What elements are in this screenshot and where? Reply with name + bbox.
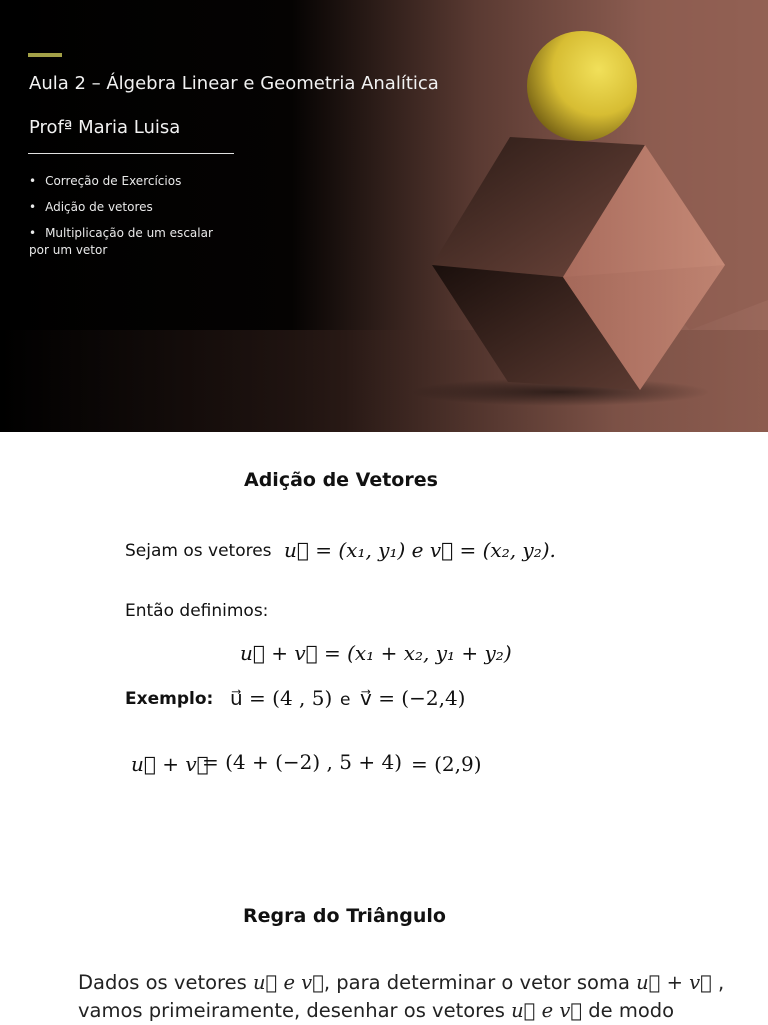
slide-author: Profª Maria Luisa <box>29 117 181 138</box>
triangle-rule-paragraph <box>78 969 738 1025</box>
example-sum-result: = (2,9) <box>411 752 482 776</box>
topic-list <box>29 173 229 268</box>
accent-bar <box>28 53 62 57</box>
vector-symbols: u⃗ e v⃗ <box>252 971 324 994</box>
topic-item: • Multiplicação de um escalar por um vetor <box>29 226 213 257</box>
title-slide <box>0 0 768 432</box>
vector-sum-symbol: u⃗ + v⃗ <box>636 971 712 994</box>
section-heading-triangle-rule: Regra do Triângulo <box>243 905 446 927</box>
slide-title: Aula 2 – Álgebra Linear e Geometria Analítica <box>29 73 439 94</box>
topic-item-label: Multiplicação de um escalar por um vetor <box>29 226 213 257</box>
paragraph-text: , <box>711 971 725 994</box>
paragraph-text: vamos primeiramente, desenhar os vetores <box>78 999 512 1022</box>
paragraph-line <box>78 997 738 1025</box>
definition-formula: u⃗ + v⃗ = (x₁ + x₂, y₁ + y₂) <box>240 641 512 665</box>
defines-text: Então definimos: <box>125 601 269 621</box>
paragraph-text: de modo <box>582 999 675 1022</box>
example-sum-expansion: = (4 + (−2) , 5 + 4) <box>202 750 402 774</box>
intro-formula: u⃗ = (x₁, y₁) e v⃗ = (x₂, y₂). <box>284 538 556 562</box>
paragraph-text: Dados os vetores <box>78 971 253 994</box>
topic-item: • Correção de Exercícios <box>29 174 182 188</box>
title-divider <box>28 153 234 154</box>
section-heading-addition: Adição de Vetores <box>244 469 438 491</box>
example-u-formula: u⃗ = (4 , 5) <box>230 686 333 710</box>
topic-item-label: Adição de vetores <box>45 200 153 214</box>
example-label: Exemplo: <box>125 689 214 709</box>
example-conjunction: e <box>340 690 351 710</box>
topic-item: • Adição de vetores <box>29 200 153 214</box>
topic-item-label: Correção de Exercícios <box>45 174 182 188</box>
paragraph-line <box>78 969 738 997</box>
intro-text: Sejam os vetores <box>125 541 272 561</box>
example-sum-lhs: u⃗ + v⃗ <box>131 752 209 776</box>
vector-symbols: u⃗ e v⃗ <box>511 999 583 1022</box>
example-v-formula: v⃗ = (−2,4) <box>360 686 466 710</box>
paragraph-text: , para determinar o vetor soma <box>323 971 637 994</box>
